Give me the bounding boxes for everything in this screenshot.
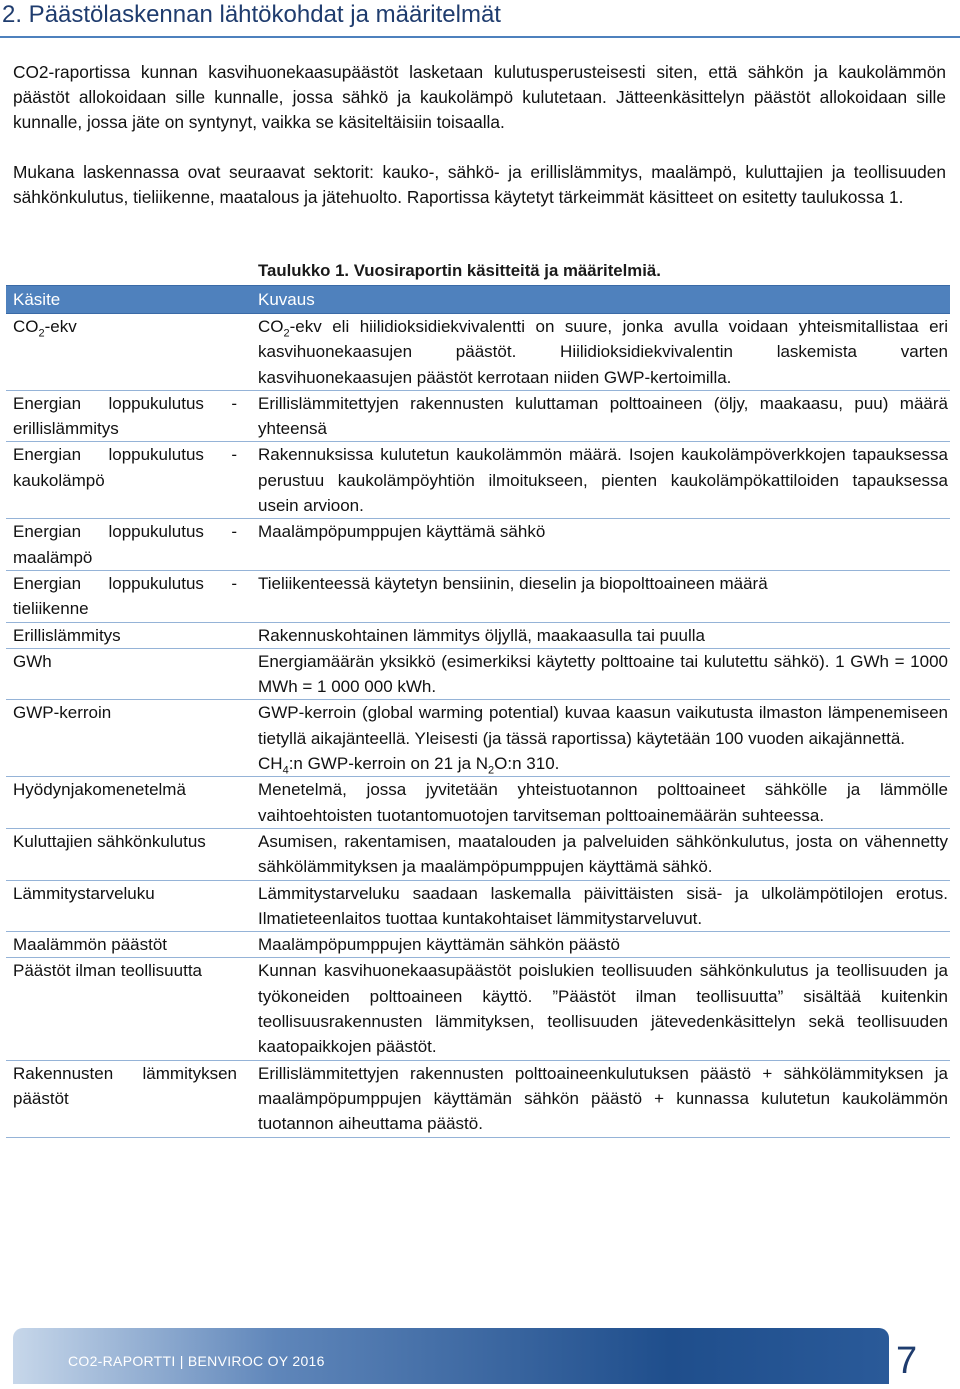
section-heading	[0, 0, 960, 38]
table-row	[6, 623, 950, 649]
table-row	[6, 777, 950, 829]
intro-paragraph-2: Mukana laskennassa ovat seuraavat sektorit: kauko-, sähkö- ja erillislämmitys, maalämpö, kuluttajien ja teollisuuden sähkönkulutus, tieliikenne, maatalous ja jätehuolto. Raportissa käytetyt tärkeimmät käsitteet on esitetty taulukossa 1.	[13, 162, 946, 207]
term-cell: Päästöt ilman teollisuutta	[13, 961, 202, 981]
description-cell: Menetelmä, jossa jyvitetään yhteistuotannon polttoaineet sähkölle ja lämmölle vaihtoehtoisten tuotantomuotojen tarvitseman polttoainemäärän suhteessa.	[258, 780, 948, 825]
description-cell: Erillislämmitettyjen rakennusten kuluttaman polttoaineen (öljy, maakaasu, puu) määrä yhteensä	[258, 393, 948, 439]
description-cell: Erillislämmitettyjen rakennusten polttoaineenkulutuksen päästö + sähkölämmityksen ja maalämpöpumppujen käyttämän sähkön päästö + kunnassa kulutetun kaukolämmön tuotannon aiheuttama päästö.	[258, 1063, 948, 1134]
term-cell: Energian loppukulutus - tieliikenne	[13, 573, 237, 619]
term-cell: Energian loppukulutus - maalämpö	[13, 522, 237, 567]
table-caption: Taulukko 1. Vuosiraportin käsitteitä ja määritelmiä.	[258, 261, 661, 280]
description-cell: $CO_2$-ekv eli hiilidioksidiekvivalentti on suure, jonka avulla voidaan yhteismitallistaa eri kasvihuonekaasujen päästöt. Hiilidioksidiekvivalentin laskemista varten kasvihuonekaasujen päästöt kerrotaan niiden GWP-kertoimilla.	[258, 317, 948, 387]
definitions-table	[6, 285, 950, 1138]
description-cell: Rakennuksissa kulutetun kaukolämmön määrä. Isojen kaukolämpöverkkojen tapauksessa perustuu kaukolämpöyhtiön ilmoitukseen, pienten kaukolämpökattiloiden tapauksessa usein arvioon.	[258, 445, 948, 516]
table-row	[6, 881, 950, 933]
table-header	[6, 285, 950, 314]
term-cell: Erillislämmitys	[13, 625, 121, 645]
description-cell: Rakennuskohtainen lämmitys öljyllä, maakaasulla tai puulla	[258, 625, 705, 645]
description-cell: Lämmitystarveluku saadaan laskemalla päivittäisten sisä- ja ulkolämpötilojen erotus. Ilmatieteenlaitos tuottaa kuntakohtaiset lämmitystarveluvut.	[258, 883, 948, 928]
term-cell: Rakennusten lämmityksen päästöt	[13, 1063, 237, 1108]
table-row	[6, 829, 950, 881]
term-cell: Lämmitystarveluku	[13, 883, 155, 903]
page-number: 7	[896, 1340, 918, 1382]
description-cell: GWP-kerroin (global warming potential) kuvaa kaasun vaikutusta ilmaston lämpenemiseen tietyllä aikajänteellä. Yleisesti (ja tässä raportissa) käytetään 100 vuoden aikajännettä. $CH_4:n$ GWP-kerroin on 21 ja $N_2O:n$ 310.	[258, 703, 948, 777]
header-description: Kuvaus	[258, 290, 315, 309]
table-row	[6, 932, 950, 958]
term-cell: Kuluttajien sähkönkulutus	[13, 831, 206, 851]
term-cell: Hyödynjakomenetelmä	[13, 780, 186, 800]
term-cell: Energian loppukulutus - kaukolämpö	[13, 445, 237, 490]
description-cell: Tieliikenteessä käytetyn bensiinin, dieselin ja biopolttoaineen määrä	[258, 573, 768, 593]
description-cell: Maalämpöpumppujen käyttämän sähkön päästö	[258, 935, 620, 955]
term-cell: Energian loppukulutus - erillislämmitys	[13, 393, 237, 439]
table-row	[6, 700, 950, 777]
term-cell: Maalämmön päästöt	[13, 935, 168, 955]
term-cell: $CO_2$-ekv	[13, 317, 77, 340]
description-cell: Maalämpöpumppujen käyttämä sähkö	[258, 522, 546, 542]
table-row	[6, 649, 950, 701]
table-row	[6, 314, 950, 391]
term-cell: GWh	[13, 651, 52, 671]
intro-paragraph-1: CO2-raportissa kunnan kasvihuonekaasupäästöt lasketaan kulutusperusteisesti siten, että sähkön ja kaukolämmön päästöt allokoidaan sille kunnalle, jossa sähkö ja kaukolämpö kulutetaan. Jätteenkäsittelyn päästöt allokoidaan sille kunnalle, jossa jäte on syntynyt, vaikka se käsiteltäisiin toisaalla.	[13, 62, 946, 132]
description-cell: Asumisen, rakentamisen, maatalouden ja palveluiden sähkönkulutus, josta on vähennetty sähkölämmityksen ja maalämpöpumppujen käyttämä sähkö.	[258, 831, 948, 877]
table-row	[6, 571, 950, 623]
header-term: Käsite	[13, 290, 61, 309]
table-row	[6, 958, 950, 1060]
section-title: 2. Päästölaskennan lähtökohdat ja määritelmät	[2, 1, 501, 28]
table-row	[6, 442, 950, 519]
term-cell: GWP-kerroin	[13, 703, 112, 723]
footer-text: CO2-RAPORTTI | BENVIROC OY 2016	[68, 1353, 325, 1369]
table-row	[6, 1061, 950, 1138]
table-row	[6, 391, 950, 443]
table-row	[6, 519, 950, 571]
description-cell: Kunnan kasvihuonekaasupäästöt poislukien teollisuuden sähkönkulutus ja teollisuuden ja työkoneiden polttoaineen käyttö. ”Päästöt ilman teollisuutta” sisältää kuitenkin teollisuusrakennusten lämmityksen, teollisuuden jätevedenkäsittelyn sekä teollisuuden kaatopaikkojen päästöt.	[258, 961, 948, 1057]
description-cell: Energiamäärän yksikkö (esimerkiksi käytetty polttoaine tai kulutettu sähkö). 1 GWh = 1000 MWh = 1 000 000 kWh.	[258, 651, 948, 697]
